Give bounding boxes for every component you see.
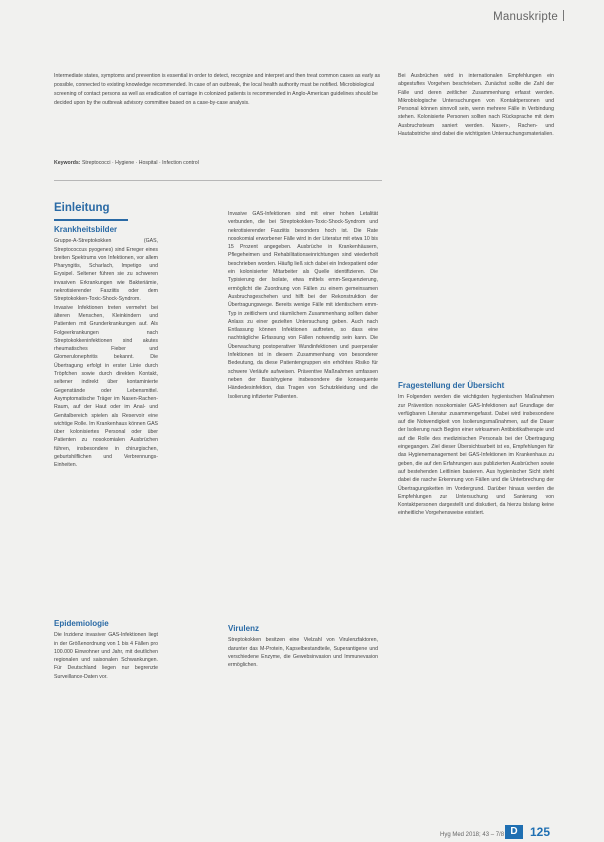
virulenz-text: Streptokokken besitzen eine Vielzahl von Virulenzfaktoren, darunter das M-Protein, Kapselbestandteile, Superantigene und verschiedene Enzyme, die Gewebsinvasion und Immunevasion ermöglichen. [228,637,378,669]
footer-badge: D [505,825,523,839]
heading-einleitung: Einleitung [54,202,110,214]
column-2 [228,210,378,401]
abstract-text: Intermediate states, symptoms and prevention is essential in order to detect, recognize and interpret and then treat common cases as early as possible, connected to existing knowledge recommended. In case of an outbreak, the local health authority must be notified. Microbiological screening of contact persons as well as eradication of carriage in colonized patients is recommended in Anglo-American guidelines should be decided upon by the outbreak advisory committee based on a case-by-case analysis. [54,73,381,106]
fragestellung-text: Im Folgenden werden die wichtigsten hygienischen Maßnahmen zur Prävention nosokomialer GAS-Infektionen auf Grundlage der verfügbaren Literatur zusammengefasst. Dabei wird insbesondere auf die Notwendigkeit von Isolierungsmaßnahmen, auf die Dauer der Isolierung nach Beginn einer wirksamen Antibiotikatherapie und auf die Rolle des medizinischen Personals bei der Übertragung eingegangen. Ziel dieser Übersichtsarbeit ist es, Empfehlungen für das Hygienemanagement bei GAS-Infektionen im Krankenhaus zu geben, die auf den Erfahrungen aus publizierten Ausbrüchen sowie auf bestehenden Leitlinien basieren. Aus hygienischer Sicht steht dabei die rasche Erkennung von Fällen und die Unterbrechung der Übertragungsketten im Vordergrund. Darüber hinaus werden die Empfehlungen zur Untersuchung und Sanierung von Kontaktpersonen dargestellt und diskutiert, da hierzu bislang keine einheitliche Vorgehensweise existiert. [398,394,554,517]
keywords-line [54,160,382,166]
epidemiologie-text: Die Inzidenz invasiver GAS-Infektionen liegt in der Größenordnung von 1 bis 4 Fällen pro 100.000 Einwohner und Jahr, mit deutlichen regionalen und saisonalen Schwankungen. Für Deutschland liegen nur begrenzte Surveillance-Daten vor. [54,632,158,680]
column-2-lower [228,625,378,669]
column-2-text: Invasive GAS-Infektionen sind mit einer hohen Letalität verbunden, die bei Streptokokken-Toxic-Shock-Syndrom und nekrotisierender Fasziitis besonders hoch ist. Die Rate nosokomial erworbener Fälle wird in der Literatur mit etwa 10 bis 15 Prozent angegeben. Ausbrüche in Krankenhäusern, Pflegeheimen und Rehabilitationseinrichtungen sind wiederholt beschrieben worden. Häufig ließ sich dabei ein Indexpatient oder ein kolonisierter Mitarbeiter als Quelle identifizieren. Die Typisierung der Isolate, etwa mittels emm-Sequenzierung, ermöglicht die Zuordnung von Fällen zu einem gemeinsamen Ausbruchsgeschehen und hilft bei der Rekonstruktion der Übertragungswege. Bereits wenige Fälle mit identischem emm-Typ in zeitlichem und räumlichem Zusammenhang sollten daher Anlass zu einer gezielten Untersuchung geben. Auch nach Entlassung können Infektionen auftreten, so dass eine nachträgliche Erfassung von Fällen notwendig sein kann. Die Überwachung postoperativer Wundinfektionen und puerperaler Infektionen ist in diesem Zusammenhang von besonderer Bedeutung, da diese Patientengruppen ein erhöhtes Risiko für schwere Verläufe aufweisen. Präventive Maßnahmen umfassen neben der Basishygiene insbesondere die konsequente Händedesinfektion, das Tragen von Schutzkleidung und die Isolierung infizierter Patienten. [228,211,378,400]
heading-virulenz: Virulenz [228,624,259,633]
column-3-lower [398,382,554,518]
section-label: Manuskripte [493,10,564,23]
keywords-label: Keywords [54,160,79,166]
heading-epidemiologie: Epidemiologie [54,619,109,628]
column-1-lower [54,620,158,681]
abstract-rule [54,180,382,181]
heading-krankheitsbilder: Krankheitsbilder [54,225,118,234]
keywords-value: Streptococci · Hygiene · Hospital · Infection control [81,160,199,166]
einleitung-underline [54,219,128,221]
header-divider [563,10,564,21]
column-3 [398,72,554,138]
keywords-colon: : [78,160,82,166]
column-3-text: Bei Ausbrüchen wird in internationalen Empfehlungen ein abgestuftes Vorgehen beschrieben. Zunächst sollte die Zahl der Fälle und deren zeitlicher Zusammenhang erfasst werden. Mikrobiologische Untersuchungen von Kontaktpersonen und Personal können sinnvoll sein, wenn mehrere Fälle in Verbindung stehen. Kolonisierte Personen sollten nach Rücksprache mit dem Ausbruchsteam saniert werden. Nasen-, Rachen- und Hautabstriche sind dabei die wichtigsten Untersuchungsmaterialien. [398,73,554,138]
krankheitsbilder-text: Gruppe-A-Streptokokken (GAS, Streptococcus pyogenes) sind Erreger eines breiten Spektrums von Infektionen, vor allem Pharyngitis, Scharlach, Impetigo und Erysipel. Seltener führen sie zu schweren invasiven Erkrankungen wie Bakteriämie, nekrotisierender Fasziitis oder dem Streptokokken-Toxic-Shock-Syndrom. Invasive Infektionen treten vermehrt bei älteren Menschen, Kleinkindern und Patienten mit Grunderkrankungen auf. Als Folgeerkrankungen nach Streptokokkeninfektionen sind akutes rheumatisches Fieber und Glomerulonephritis bekannt. Die Übertragung erfolgt in erster Linie durch Tröpfchen sowie durch direkten Kontakt, seltener indirekt über kontaminierte Gegenstände oder Lebensmittel. Asymptomatische Träger im Nasen-Rachen-Raum, auf der Haut oder im Anal- und Genitalbereich spielen als Reservoir eine wichtige Rolle. Im Krankenhaus können GAS über kolonisiertes Personal oder über Patienten zu nosokomialen Ausbrüchen führen, insbesondere in chirurgischen, geburtshilflichen und Verbrennungs-Einheiten. [54,238,158,469]
heading-fragestellung: Fragestellung der Übersicht [398,381,505,390]
page-number: 125 [530,825,551,839]
footer-citation: Hyg Med 2018; 43 – 7/8 [440,832,505,838]
column-1 [54,226,158,470]
